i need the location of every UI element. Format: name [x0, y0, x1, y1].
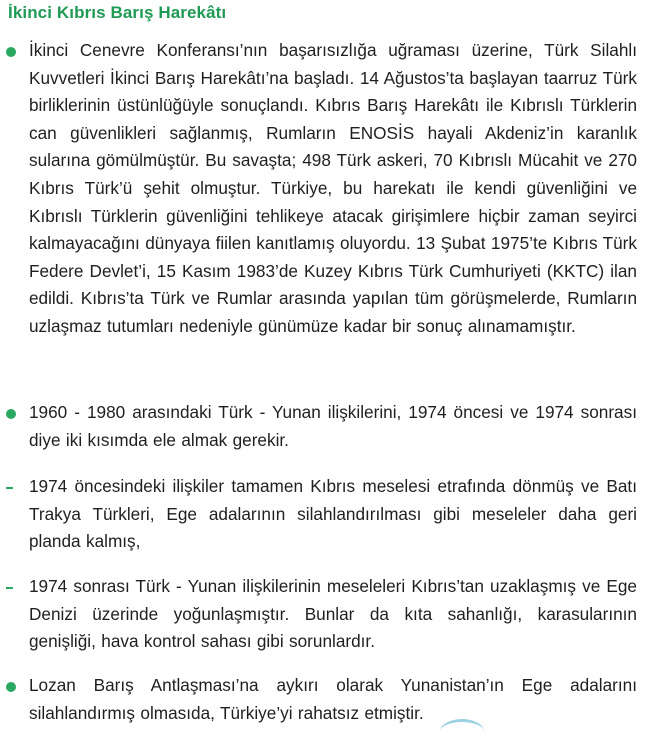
- list-item: [0, 37, 650, 341]
- list-item: [0, 672, 650, 727]
- decorative-arc: [440, 719, 484, 744]
- paragraph-text: 1974 sonrası Türk - Yunan ilişkilerinin meseleleri Kıbrıs’tan uzaklaşmış ve Ege Denizi üzerinde yoğunlaşmıştır. Bunlar da kıta sahanlığı, karasularının genişliği, hava kontrol sahası gibi sorunlardır.: [29, 576, 637, 652]
- bullet-icon: [6, 47, 16, 57]
- paragraph-text: Lozan Barış Antlaşması’na aykırı olarak Yunanistan’ın Ege adalarını silahlandırmış olmasıda, Türkiye’yi rahatsız etmiştir.: [29, 675, 637, 723]
- section-heading: İkinci Kıbrıs Barış Harekâtı: [8, 3, 227, 22]
- list-item: [0, 473, 650, 556]
- bullet-icon: [6, 682, 16, 692]
- list-item: [0, 573, 650, 656]
- paragraph-text: 1974 öncesindeki ilişkiler tamamen Kıbrıs meselesi etrafında dönmüş ve Batı Trakya Türkleri, Ege adalarının silahlandırılması gibi meseleler daha geri planda kalmış,: [29, 476, 637, 552]
- list-item: [0, 399, 650, 454]
- paragraph-text: İkinci Cenevre Konferansı’nın başarısızlığa uğraması üzerine, Türk Silahlı Kuvvetleri İkinci Barış Harekâtı’na başladı. 14 Ağustos’ta başlayan taarruz Türk birliklerinin üstünlüğüyle sonuçlandı. Kıbrıs Barış Harekâtı ile Kıbrıslı Türklerin can güvenlikleri sağlanmış, Rumların ENOSİS hayali Akdeniz’in karanlık sularına gömülmüştür. Bu savaşta; 498 Türk askeri, 70 Kıbrıslı Mücahit ve 270 Kıbrıs Türk’ü şehit olmuştur. Türkiye, bu harekatı ile kendi güvenliğini ve Kıbrıslı Türklerin güvenliğini tehlikeye atacak girişimlere hiçbir zaman seyirci kalmayacağını dünyaya fiilen kanıtlamış oluyordu. 13 Şubat 1975’te Kıbrıs Türk Federe Devlet’i, 15 Kasım 1983’de Kuzey Kıbrıs Türk Cumhuriyeti (KKTC) ilan edildi. Kıbrıs’ta Türk ve Rumlar arasında yapılan tüm görüşmelerde, Rumların uzlaşmaz tutumları nedeniyle günümüze kadar bir sonuç alınamamıştır.: [29, 40, 637, 336]
- bullet-icon: [6, 409, 16, 419]
- dash-icon: [6, 487, 13, 489]
- paragraph-text: 1960 - 1980 arasındaki Türk - Yunan ilişkilerini, 1974 öncesi ve 1974 sonrası diye iki kısımda ele almak gerekir.: [29, 402, 637, 450]
- dash-icon: [6, 587, 13, 589]
